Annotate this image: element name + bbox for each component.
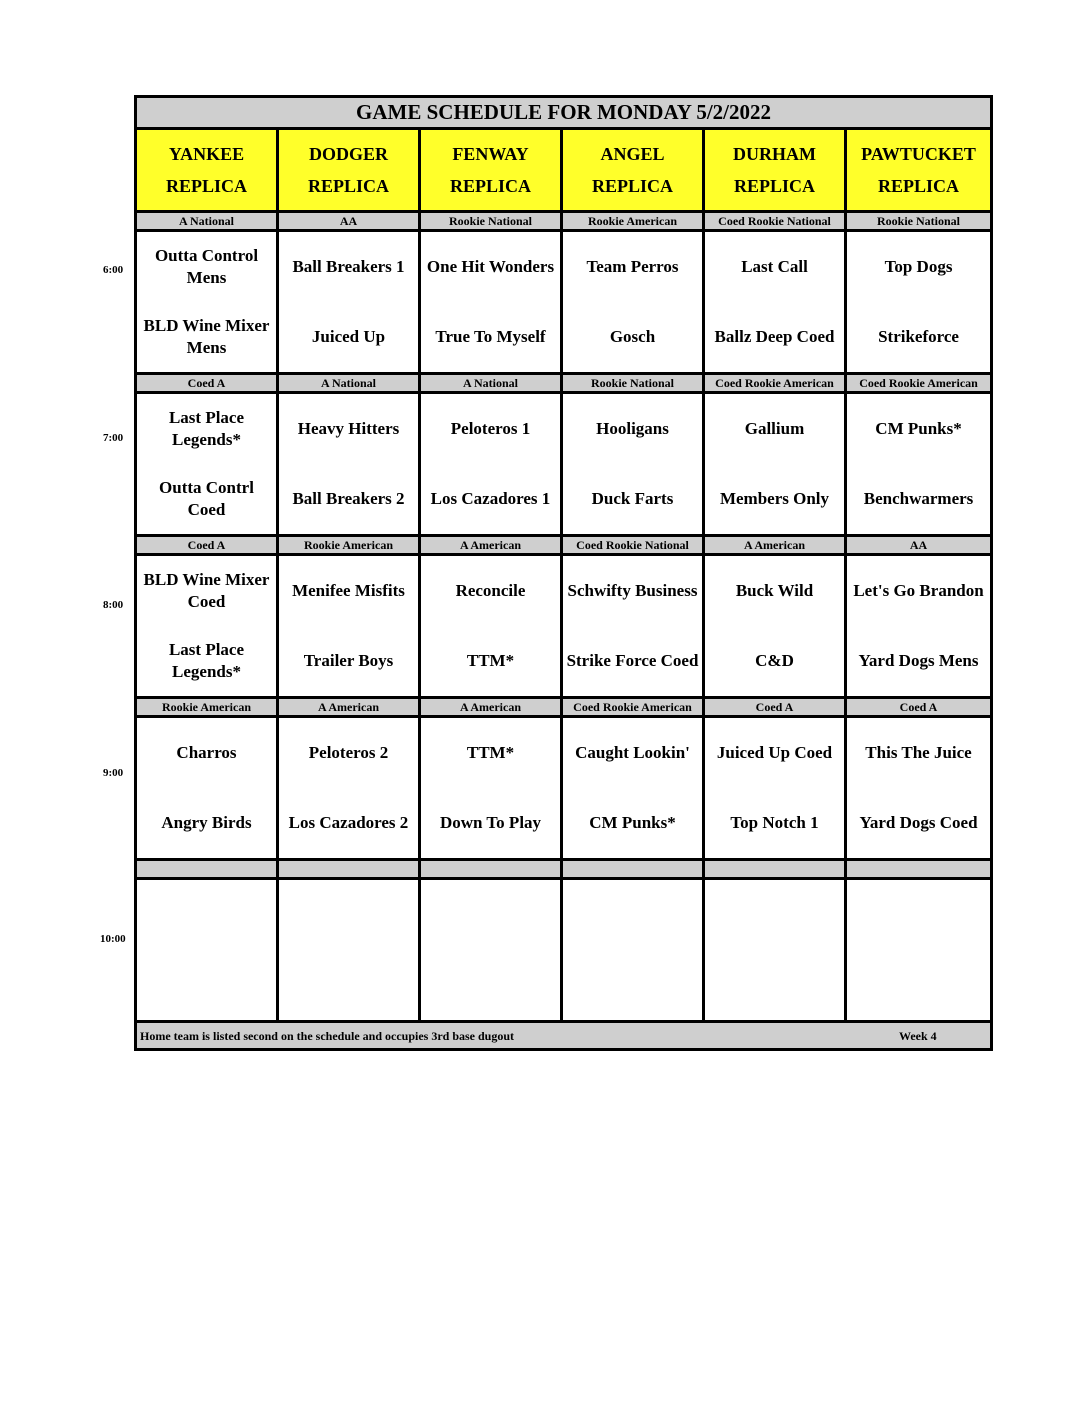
- field-header: [846, 129, 992, 212]
- home-team: [563, 464, 702, 534]
- team-name: Ball Breakers 1: [292, 257, 405, 276]
- away-team: [137, 232, 276, 302]
- away-team: [563, 394, 702, 464]
- field-name: ANGEL: [600, 144, 665, 164]
- schedule-title: GAME SCHEDULE FOR MONDAY 5/2/2022: [136, 97, 992, 129]
- field-sub: REPLICA: [878, 176, 960, 196]
- home-team: [279, 626, 418, 696]
- division-row: [136, 698, 992, 717]
- team-name: Peloteros 2: [308, 743, 389, 762]
- game-cell: [136, 879, 278, 1022]
- team-name: Top Dogs: [884, 257, 953, 276]
- team-name: Los Cazadores 2: [288, 813, 409, 832]
- team-name: Last Place Legends*: [168, 640, 245, 681]
- time-slots: [136, 212, 992, 860]
- game-cell: [846, 231, 992, 374]
- home-team: [847, 464, 990, 534]
- team-name: Gosch: [609, 327, 656, 346]
- field-header-row: [136, 129, 992, 212]
- team-name: Juiced Up: [311, 327, 386, 346]
- team-name: Top Notch 1: [730, 813, 819, 832]
- game-row: [136, 231, 992, 374]
- division-row: [136, 374, 992, 393]
- home-team: [421, 464, 560, 534]
- home-team: [137, 788, 276, 858]
- division-label: Coed Rookie National: [704, 212, 846, 231]
- game-cell: [704, 717, 846, 860]
- away-team: [705, 394, 844, 464]
- team-name: Members Only: [719, 489, 830, 508]
- team-name: Yard Dogs Coed: [859, 813, 978, 832]
- footer-note: Home team is listed second on the schedule and occupies 3rd base dugout: [140, 1029, 515, 1043]
- game-cell: [562, 393, 704, 536]
- home-team: [279, 302, 418, 372]
- division-label: A National: [278, 374, 420, 393]
- home-team: [279, 788, 418, 858]
- game-cell: [562, 231, 704, 374]
- away-team: [563, 232, 702, 302]
- team-name: Reconcile: [455, 581, 526, 600]
- time-label: 9:00: [103, 766, 124, 779]
- game-row: [136, 393, 992, 536]
- game-cell: [420, 879, 562, 1022]
- home-team: [847, 626, 990, 696]
- game-row: [136, 717, 992, 860]
- away-team: [563, 718, 702, 788]
- game-cell: [136, 231, 278, 374]
- home-team: [563, 788, 702, 858]
- away-team: [847, 232, 990, 302]
- team-name: Caught Lookin': [575, 743, 690, 762]
- footer-week: Week 4: [899, 1029, 937, 1043]
- home-team: [137, 464, 276, 534]
- home-team: [137, 626, 276, 696]
- game-cell: [136, 555, 278, 698]
- division-label: A American: [704, 536, 846, 555]
- division-label: A American: [420, 698, 562, 717]
- team-name: One Hit Wonders: [426, 257, 555, 276]
- time-label: 7:00: [103, 431, 124, 444]
- home-team: [705, 788, 844, 858]
- division-row: [136, 536, 992, 555]
- field-name: FENWAY: [452, 144, 529, 164]
- team-name: Juiced Up Coed: [716, 743, 833, 762]
- game-cell: [278, 231, 420, 374]
- field-name: PAWTUCKET: [861, 144, 976, 164]
- field-header: [704, 129, 846, 212]
- away-team: [279, 232, 418, 302]
- game-cell: [704, 393, 846, 536]
- team-name: Hooligans: [596, 419, 669, 438]
- division-label: Rookie National: [562, 374, 704, 393]
- field-name: DURHAM: [733, 144, 816, 164]
- division-label: Coed Rookie American: [704, 374, 846, 393]
- away-team: [705, 232, 844, 302]
- division-label: Rookie National: [420, 212, 562, 231]
- division-label: A American: [420, 536, 562, 555]
- division-label: Coed A: [704, 698, 846, 717]
- team-name: Let's Go Brandon: [853, 581, 984, 600]
- home-team: [279, 464, 418, 534]
- field-sub: REPLICA: [733, 176, 815, 196]
- team-name: Angry Birds: [161, 813, 252, 832]
- away-team: [847, 556, 990, 626]
- division-label: [846, 860, 992, 879]
- game-cell: [136, 393, 278, 536]
- division-label: [278, 860, 420, 879]
- away-team: [421, 718, 560, 788]
- team-name: BLD Wine Mixer Mens: [143, 316, 270, 357]
- home-team: [421, 302, 560, 372]
- team-name: Benchwarmers: [863, 489, 974, 508]
- team-name: BLD Wine Mixer Coed: [143, 570, 270, 611]
- time-label: 10:00: [100, 933, 126, 945]
- game-cell: [278, 879, 420, 1022]
- division-label: Coed A: [136, 536, 278, 555]
- division-row: [136, 212, 992, 231]
- field-header: [420, 129, 562, 212]
- division-label: A National: [136, 212, 278, 231]
- field-name: YANKEE: [168, 144, 245, 164]
- team-name: Charros: [176, 743, 237, 762]
- game-cell: [846, 555, 992, 698]
- division-label: [704, 860, 846, 879]
- away-team: [847, 718, 990, 788]
- division-label: A American: [278, 698, 420, 717]
- division-row: [136, 860, 992, 879]
- game-cell: [846, 717, 992, 860]
- footer: [136, 1022, 992, 1050]
- field-header: [136, 129, 278, 212]
- team-name: Gallium: [744, 419, 805, 438]
- game-cell: [420, 231, 562, 374]
- home-team: [421, 626, 560, 696]
- division-label: Coed Rookie American: [846, 374, 992, 393]
- empty-slot-row: [136, 879, 992, 1022]
- team-name: Los Cazadores 1: [430, 489, 551, 508]
- team-name: Schwifty Business: [567, 581, 698, 600]
- home-team: [847, 788, 990, 858]
- team-name: Strike Force Coed: [566, 651, 699, 670]
- field-header: [562, 129, 704, 212]
- game-cell: [420, 555, 562, 698]
- away-team: [137, 718, 276, 788]
- team-name: Buck Wild: [735, 581, 814, 600]
- away-team: [421, 556, 560, 626]
- division-label: Coed A: [846, 698, 992, 717]
- division-label: Coed Rookie American: [562, 698, 704, 717]
- game-cell: [278, 555, 420, 698]
- home-team: [705, 464, 844, 534]
- game-cell: [846, 879, 992, 1022]
- team-name: Outta Contrl Coed: [159, 478, 254, 519]
- game-cell: [278, 717, 420, 860]
- game-cell: [704, 879, 846, 1022]
- division-label: Coed A: [136, 374, 278, 393]
- field-name: DODGER: [308, 144, 388, 164]
- field-header: [278, 129, 420, 212]
- division-label: Rookie American: [562, 212, 704, 231]
- division-label: Rookie American: [278, 536, 420, 555]
- game-cell: [562, 879, 704, 1022]
- game-cell: [420, 393, 562, 536]
- away-team: [279, 718, 418, 788]
- game-cell: [562, 717, 704, 860]
- team-name: Yard Dogs Mens: [858, 651, 979, 670]
- away-team: [847, 394, 990, 464]
- game-cell: [136, 717, 278, 860]
- away-team: [563, 556, 702, 626]
- game-cell: [420, 717, 562, 860]
- team-name: Down To Play: [439, 813, 542, 832]
- home-team: [137, 302, 276, 372]
- team-name: CM Punks*: [589, 813, 676, 832]
- field-sub: REPLICA: [165, 176, 247, 196]
- team-name: Peloteros 1: [450, 419, 531, 438]
- division-label: [136, 860, 278, 879]
- time-label: 6:00: [103, 264, 124, 276]
- team-name: Trailer Boys: [303, 651, 394, 670]
- team-name: Menifee Misfits: [292, 581, 405, 600]
- home-team: [705, 626, 844, 696]
- away-team: [421, 394, 560, 464]
- home-team: [847, 302, 990, 372]
- team-name: Team Perros: [586, 257, 679, 276]
- team-name: Heavy Hitters: [297, 419, 400, 438]
- game-row: [136, 555, 992, 698]
- game-cell: [704, 555, 846, 698]
- team-name: True To Myself: [435, 327, 546, 346]
- division-label: Rookie National: [846, 212, 992, 231]
- team-name: Last Place Legends*: [168, 408, 245, 449]
- game-cell: [846, 393, 992, 536]
- home-team: [705, 302, 844, 372]
- away-team: [421, 232, 560, 302]
- away-team: [705, 556, 844, 626]
- time-label: 8:00: [103, 599, 124, 611]
- team-name: Ballz Deep Coed: [714, 327, 835, 346]
- schedule-table: [134, 95, 993, 1051]
- division-label: [420, 860, 562, 879]
- field-sub: REPLICA: [307, 176, 389, 196]
- home-team: [563, 626, 702, 696]
- team-name: This The Juice: [865, 743, 972, 762]
- team-name: TTM*: [466, 743, 515, 762]
- field-sub: REPLICA: [591, 176, 673, 196]
- division-label: Coed Rookie National: [562, 536, 704, 555]
- away-team: [705, 718, 844, 788]
- team-name: CM Punks*: [875, 419, 962, 438]
- away-team: [279, 556, 418, 626]
- home-team: [563, 302, 702, 372]
- game-cell: [278, 393, 420, 536]
- team-name: Outta Control Mens: [154, 246, 259, 287]
- team-name: Ball Breakers 2: [292, 489, 405, 508]
- division-label: Rookie American: [136, 698, 278, 717]
- field-sub: REPLICA: [449, 176, 531, 196]
- division-label: [562, 860, 704, 879]
- division-label: AA: [846, 536, 992, 555]
- division-label: A National: [420, 374, 562, 393]
- team-name: TTM*: [466, 651, 515, 670]
- team-name: Strikeforce: [878, 327, 959, 346]
- home-team: [421, 788, 560, 858]
- team-name: Duck Farts: [591, 489, 674, 508]
- away-team: [137, 394, 276, 464]
- away-team: [279, 394, 418, 464]
- team-name: C&D: [755, 651, 794, 670]
- division-label: AA: [278, 212, 420, 231]
- game-cell: [562, 555, 704, 698]
- team-name: Last Call: [741, 257, 808, 276]
- game-cell: [704, 231, 846, 374]
- away-team: [137, 556, 276, 626]
